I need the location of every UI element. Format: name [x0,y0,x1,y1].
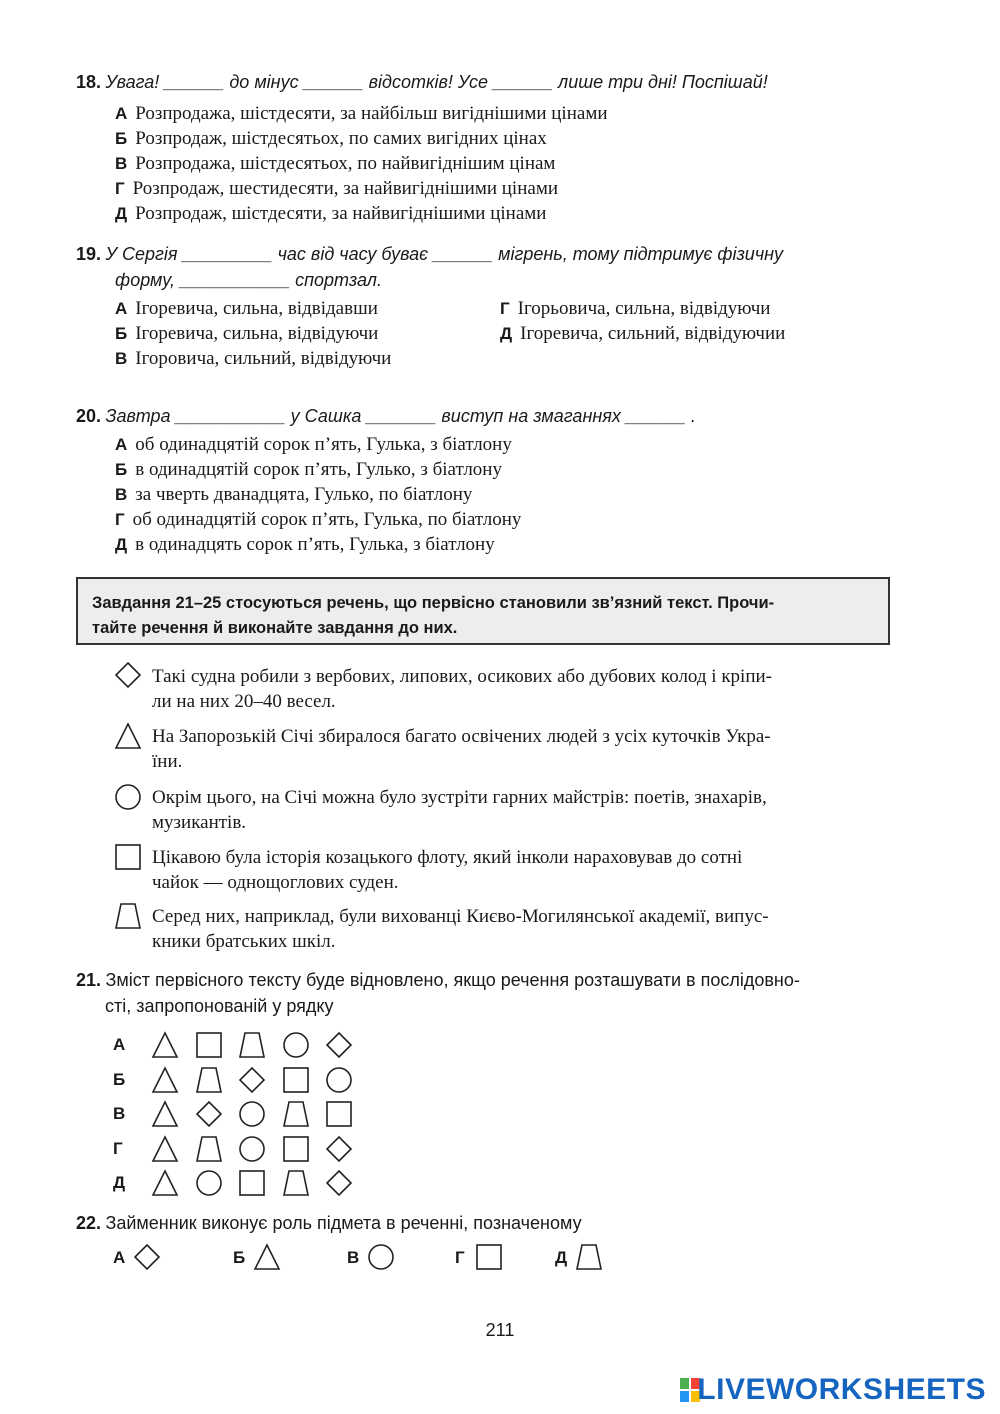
q21-option-c[interactable]: В [113,1104,126,1123]
question-19-line2: форму, ___________ спортзал. [115,270,382,290]
trapezoid-icon [238,1031,266,1059]
triangle-icon [151,1135,179,1163]
sentence-trapezoid: Серед них, наприклад, були вихованці Києво-Могилянської академії, випус- кники братських шкіл. [152,906,769,952]
trapezoid-icon [282,1169,310,1197]
triangle-icon [151,1100,179,1128]
trapezoid-icon [195,1066,223,1094]
circle-icon [367,1243,395,1271]
question-22 [76,1213,896,1234]
circle-icon [238,1135,266,1163]
sentence-triangle: На Запорозькій Січі збиралося багато освічених людей з усіх куточків Укра- їни. [152,726,771,772]
liveworksheets-logo[interactable]: LIVEWORKSHEETS [697,1373,986,1406]
question-text-line1: Зміст первісного тексту буде відновлено, якщо речення розташувати в послідовно- [105,970,800,990]
question-18 [76,72,896,93]
instruction-box [76,577,890,645]
q22-option-e[interactable]: Д [555,1248,568,1267]
sentence-square: Цікавою була історія козацького флоту, який інколи нараховував до сотні чайок — однощоглових суден. [152,847,743,893]
question-20 [76,406,896,427]
diamond-icon [114,661,142,689]
q18-option-e[interactable]: Д Розпродаж, шістдесяти, за найвигіднішими цінами [115,203,547,224]
square-icon [282,1066,310,1094]
circle-icon [114,783,142,811]
q21-option-d[interactable]: Г [113,1138,123,1158]
question-text: Завтра ___________ у Сашка _______ виступ на змаганнях ______ . [105,406,696,426]
question-number: 18. [76,72,102,92]
question-text-line1: У Сергія _________ час від часу буває ______ мігрень, тому підтримує фізичну [105,244,784,264]
q18-option-b[interactable]: Б Розпродаж, шістдесятьох, по самих вигідних цінах [115,128,547,149]
question-19 [76,244,896,265]
q20-option-d[interactable]: Г об одинадцятій сорок п’ять, Гулька, по біатлону [115,509,522,530]
page-number: 211 [485,1320,515,1340]
diamond-icon [238,1066,266,1094]
diamond-icon [195,1100,223,1128]
question-number: 21. [76,970,102,990]
circle-icon [238,1100,266,1128]
circle-icon [325,1066,353,1094]
q19-option-c[interactable]: В Ігоровича, сильний, відвідуючи [115,348,392,369]
instruction-line2: тайте речення й виконайте завдання до них. [92,619,458,637]
q19-option-d[interactable]: Г Ігорьовича, сильна, відвідуючи [500,298,771,319]
triangle-icon [151,1031,179,1059]
question-number: 19. [76,244,102,264]
trapezoid-icon [575,1243,603,1271]
triangle-icon [151,1169,179,1197]
q22-option-b[interactable]: Б [233,1248,246,1267]
circle-icon [282,1031,310,1059]
q18-option-d[interactable]: Г Розпродаж, шестидесяти, за найвигіднішими цінами [115,178,559,199]
square-icon [238,1169,266,1197]
q20-option-b[interactable]: Б в одинадцятій сорок п’ять, Гулько, з біатлону [115,459,502,480]
sentence-diamond: Такі судна робили з вербових, липових, осикових або дубових колод і кріпи- ли на них 20–40 весел. [152,666,772,712]
q19-option-b[interactable]: Б Ігоревича, сильна, відвідуючи [115,323,379,344]
diamond-icon [133,1243,161,1271]
q22-option-c[interactable]: В [347,1248,360,1267]
q18-option-a[interactable]: А Розпродажа, шістдесяти, за найбільш вигіднішими цінами [115,103,608,124]
q21-option-a[interactable]: А [113,1035,126,1054]
question-text: Займенник виконує роль підмета в реченні, позначеному [105,1213,582,1233]
square-icon [475,1243,503,1271]
q19-option-a[interactable]: А Ігоревича, сильна, відвідавши [115,298,378,319]
sentence-circle: Окрім цього, на Січі можна було зустріти гарних майстрів: поетів, знахарів, музикантів. [152,787,767,833]
diamond-icon [325,1135,353,1163]
instruction-line1: Завдання 21–25 стосуються речень, що первісно становили зв’язний текст. Прочи- [92,594,775,612]
square-icon [282,1135,310,1163]
trapezoid-icon [114,902,142,930]
trapezoid-icon [282,1100,310,1128]
trapezoid-icon [195,1135,223,1163]
question-21-line2: сті, запропонованій у рядку [105,996,334,1016]
q20-option-c[interactable]: В за чверть дванадцята, Гулько, по біатлону [115,484,473,505]
question-number: 20. [76,406,102,426]
question-21 [76,970,896,991]
triangle-icon [253,1243,281,1271]
q18-option-c[interactable]: В Розпродажа, шістдесятьох, по найвигіднішим цінам [115,153,556,174]
q20-option-e[interactable]: Д в одинадцять сорок п’ять, Гулька, з біатлону [115,534,495,555]
q20-option-a[interactable]: А об одинадцятій сорок п’ять, Гулька, з біатлону [115,434,512,455]
triangle-icon [114,722,142,750]
q21-option-e[interactable]: Д [113,1173,126,1192]
question-number: 22. [76,1213,102,1233]
square-icon [325,1100,353,1128]
circle-icon [195,1169,223,1197]
q19-option-e[interactable]: Д Ігоревича, сильний, відвідуючии [500,323,786,344]
square-icon [114,843,142,871]
diamond-icon [325,1031,353,1059]
triangle-icon [151,1066,179,1094]
q22-option-d[interactable]: Г [455,1248,465,1267]
q22-option-a[interactable]: А [113,1248,126,1267]
diamond-icon [325,1169,353,1197]
square-icon [195,1031,223,1059]
q21-option-b[interactable]: Б [113,1069,126,1089]
question-text: Увага! ______ до мінус ______ відсотків! Усе ______ лише три дні! Поспішай! [105,72,768,92]
